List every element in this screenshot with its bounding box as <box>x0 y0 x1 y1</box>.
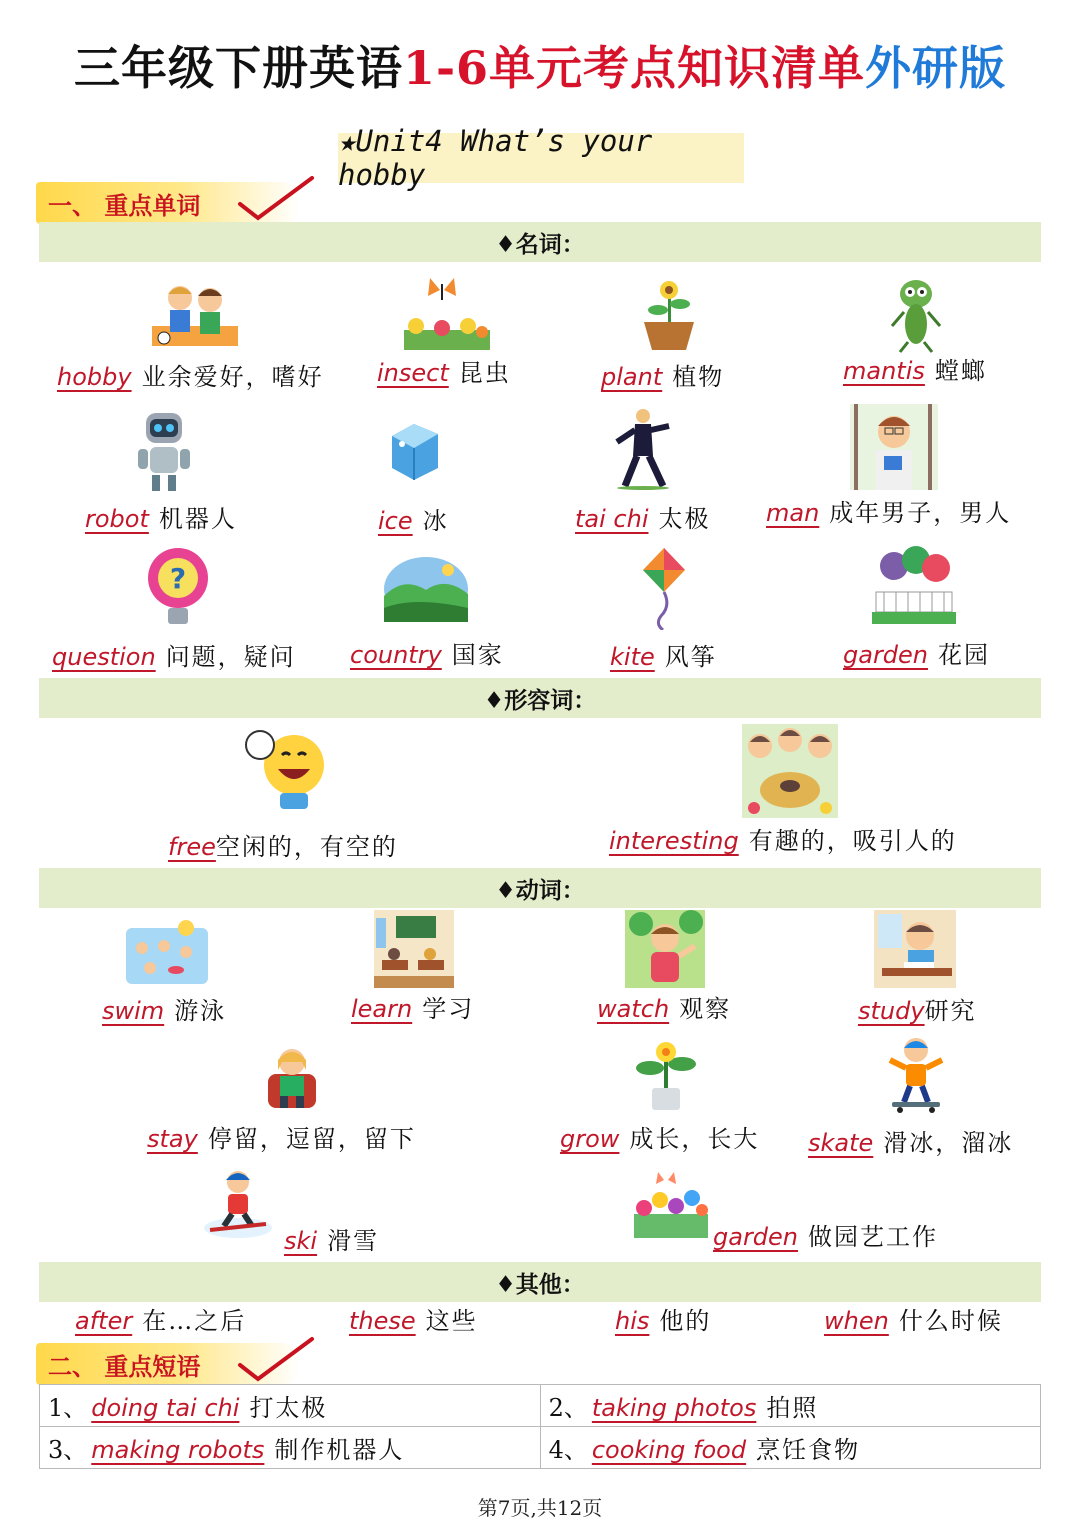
robot-icon <box>136 405 192 493</box>
flower-bed-icon <box>634 1172 708 1238</box>
noun-ice: ice 冰 <box>378 507 449 535</box>
noun-plant: plant 植物 <box>601 363 725 391</box>
verb-grow: grow 成长，长大 <box>560 1125 760 1153</box>
ice-cube-icon <box>384 418 444 484</box>
classroom-icon <box>374 910 454 988</box>
noun-insect: insect 昆虫 <box>377 359 511 387</box>
countryside-icon <box>384 556 468 622</box>
skiing-kid-icon <box>204 1168 272 1238</box>
phrase-3: 3、 making robots 制作机器人 <box>40 1427 541 1469</box>
band-nouns <box>39 222 1041 262</box>
section-key-words <box>36 182 300 224</box>
verb-watch: watch 观察 <box>597 995 732 1023</box>
garden-icon <box>872 546 956 624</box>
other-these: these 这些 <box>349 1307 478 1335</box>
noun-garden: garden 花园 <box>843 641 991 669</box>
verb-learn: learn 学习 <box>351 995 475 1023</box>
verb-stay: stay 停留，逗留，留下 <box>147 1125 416 1153</box>
noun-question: question 问题，疑问 <box>52 643 296 671</box>
unit-title: ★Unit4 What’s your hobby <box>338 124 653 192</box>
tai-chi-person-icon <box>613 406 673 490</box>
table-row <box>40 1385 1041 1427</box>
section-key-phrases-label: 二、 重点短语 <box>48 1352 201 1381</box>
butterfly-flowers-icon <box>402 270 492 352</box>
checkmark-icon <box>236 1335 316 1385</box>
unit-heading <box>338 124 744 192</box>
page-title <box>0 32 1080 98</box>
noun-robot: robot 机器人 <box>85 505 237 533</box>
band-adjectives-label: ♦形容词： <box>483 686 597 714</box>
question-bulb-icon <box>144 546 212 628</box>
other-when: when 什么时候 <box>824 1307 1003 1335</box>
title-units: 1-6单元考点知识清单 <box>402 41 866 95</box>
swimming-kids-icon <box>126 918 208 984</box>
phrase-2: 2、 taking photos 拍照 <box>540 1385 1040 1427</box>
noun-hobby: hobby 业余爱好，嗜好 <box>57 363 324 391</box>
band-others-label: ♦其他： <box>495 1270 585 1298</box>
band-others <box>39 1262 1041 1302</box>
girl-sitting-icon <box>262 1044 322 1110</box>
phrase-1: 1、 doing tai chi 打太极 <box>40 1385 541 1427</box>
free-smiley-icon <box>244 727 332 815</box>
band-verbs <box>39 868 1041 908</box>
phrase-4: 4、 cooking food 烹饪食物 <box>540 1427 1040 1469</box>
band-verbs-label: ♦动词： <box>495 876 585 904</box>
band-nouns-label: ♦名词： <box>495 230 585 258</box>
other-his: his 他的 <box>615 1307 712 1335</box>
title-grade: 三年级下册英语 <box>73 41 403 95</box>
band-adjectives <box>39 678 1041 718</box>
noun-tai-chi: tai chi 太极 <box>575 505 711 533</box>
adj-free: free空闲的，有空的 <box>168 833 398 861</box>
phrases-table <box>39 1384 1041 1469</box>
verb-swim: swim 游泳 <box>102 997 227 1025</box>
adj-interesting: interesting 有趣的，吸引人的 <box>609 827 957 855</box>
page-number: 第7页,共12页 <box>477 1496 603 1520</box>
skateboard-kid-icon <box>884 1036 948 1114</box>
man-reading-icon <box>850 404 938 490</box>
title-edition: 外研版 <box>865 41 1007 95</box>
noun-man: man 成年男子，男人 <box>766 499 1012 527</box>
section-key-phrases <box>36 1343 300 1385</box>
section-key-words-label: 一、 重点单词 <box>48 191 201 220</box>
mantis-icon <box>886 272 946 354</box>
checkmark-icon <box>236 174 316 224</box>
potted-plant-icon <box>634 272 704 352</box>
boy-watching-icon <box>625 910 705 988</box>
boy-studying-icon <box>874 910 956 988</box>
verb-study: study研究 <box>858 997 977 1025</box>
children-icon <box>150 278 240 348</box>
table-row <box>40 1427 1041 1469</box>
kids-looking-icon <box>742 724 838 818</box>
noun-country: country 国家 <box>350 641 504 669</box>
noun-kite: kite 风筝 <box>610 643 717 671</box>
noun-mantis: mantis 螳螂 <box>843 357 987 385</box>
other-after: after 在…之后 <box>75 1307 247 1335</box>
kite-icon <box>641 546 687 630</box>
verb-garden: garden 做园艺工作 <box>713 1223 939 1251</box>
svg-text:?: ? <box>169 562 187 595</box>
growing-plant-icon <box>636 1038 696 1112</box>
verb-ski: ski 滑雪 <box>284 1227 380 1255</box>
verb-skate: skate 滑冰，溜冰 <box>808 1129 1014 1157</box>
